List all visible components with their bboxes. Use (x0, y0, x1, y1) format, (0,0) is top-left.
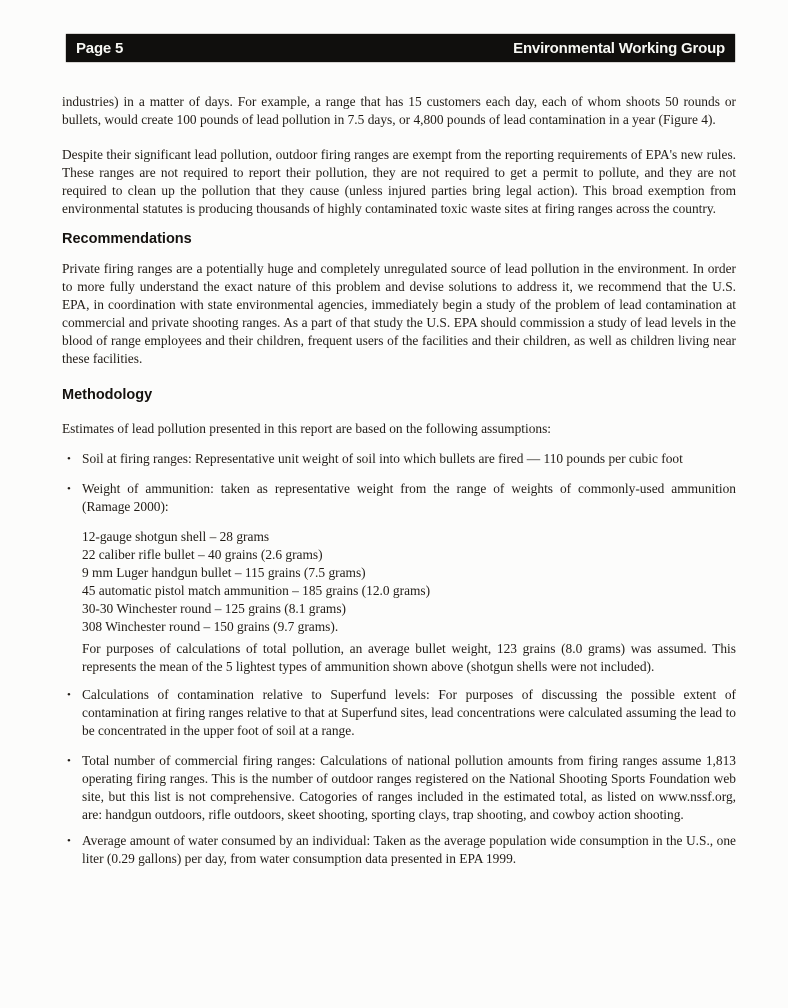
bullet-text-soil: Soil at firing ranges: Representative unit weight of soil into which bullets are fired — 110 pounds per cubic foot (82, 451, 683, 466)
bullet-text-firing-ranges: Total number of commercial firing ranges: Calculations of national pollution amounts from firing ranges assume 1,813 operating firing ranges. This is the number of outdoor ranges registered on the National Shooting Sports Foundation web site, but this list is not comprehensive. Catogories of ranges included in the estimated total, as listed on www.nssf.org, are: handgun outdoors, rifle outdoors, skeet shooting, sporting clays, trap shooting, and cowboy action shooting. (82, 753, 736, 822)
paragraph-methodology-intro: Estimates of lead pollution presented in this report are based on the following assumptions: (62, 421, 552, 436)
paragraph-average-bullet-weight: For purposes of calculations of total pollution, an average bullet weight, 123 grains (8.0 grams) was assumed. This represents the mean of the 5 lightest types of ammunition shown above (shotgun shells were not included). (82, 641, 736, 674)
bullet-item-firing-ranges (62, 752, 736, 824)
page-number-label: Page 5 (76, 39, 124, 57)
bullet-icon: • (67, 755, 71, 767)
ammo-list-item: 9 mm Luger handgun bullet – 115 grains (7.5 grams) (82, 565, 366, 580)
ammo-weight-list (82, 528, 736, 636)
bullet-icon: • (67, 689, 71, 701)
ammo-list-item: 12-gauge shotgun shell – 28 grams (82, 529, 270, 544)
bullet-text-ammunition: Weight of ammunition: taken as representative weight from the range of weights of commonly-used ammunition (Ramage 2000): (82, 481, 736, 514)
ammo-list-item: 22 caliber rifle bullet – 40 grains (2.6 grams) (82, 547, 323, 562)
bullet-item-superfund (62, 686, 736, 740)
bullet-text-superfund: Calculations of contamination relative to Superfund levels: For purposes of discussing the possible extent of contamination at firing ranges relative to that at Superfund sites, lead concentrations were calculated assuming the lead to be concentrated in the upper foot of soil at a range. (82, 687, 736, 738)
paragraph-recommendations: Private firing ranges are a potentially huge and completely unregulated source of lead pollution in the environment. In order to more fully understand the exact nature of this problem and devise solutions to address it, we recommend that the U.S. EPA, in coordination with state environmental agencies, immediately begin a study of the problem of lead contamination at commercial and private shooting ranges. As a part of that study the U.S. EPA should commission a study of lead levels in the blood of range employees and their children, frequent users of the facilities and their children, as well as children living near these facilities. (62, 261, 736, 366)
ammo-list-item: 30-30 Winchester round – 125 grains (8.1 grams) (82, 601, 346, 616)
paragraph-range-example: industries) in a matter of days. For example, a range that has 15 customers each day, each of whom shoots 50 rounds or bullets, would create 100 pounds of lead pollution in 7.5 days, or 4,800 pounds of lead contamination in a year (Figure 4). (62, 94, 736, 127)
recommendations-heading: Recommendations (62, 231, 192, 247)
ammo-list-item: 45 automatic pistol match ammunition – 185 grains (12.0 grams) (82, 583, 431, 598)
methodology-heading: Methodology (62, 387, 153, 403)
page-body (62, 93, 736, 868)
bullet-item-ammunition (62, 480, 736, 516)
bullet-icon: • (67, 483, 71, 495)
bullet-icon: • (67, 453, 71, 465)
page-header-bar (66, 34, 735, 62)
ammo-list-item: 308 Winchester round – 150 grains (9.7 grams). (82, 619, 339, 634)
organization-label: Environmental Working Group (513, 39, 725, 57)
paragraph-exemption: Despite their significant lead pollution, outdoor firing ranges are exempt from the reporting requirements of EPA's new rules. These ranges are not required to report their pollution, they are not required to get a permit to pollute, and they are not required to clean up the pollution that they cause (unless injured parties bring legal action). This broad exemption from environmental statutes is producing thousands of highly contaminated toxic waste sites at firing ranges across the country. (62, 147, 736, 216)
bullet-text-water: Average amount of water consumed by an individual: Taken as the average population wide consumption in the U.S., one liter (0.29 gallons) per day, from water consumption data presented in EPA 1999. (82, 833, 736, 866)
bullet-item-soil (62, 450, 736, 468)
bullet-icon: • (67, 835, 71, 847)
bullet-item-water (62, 832, 736, 868)
